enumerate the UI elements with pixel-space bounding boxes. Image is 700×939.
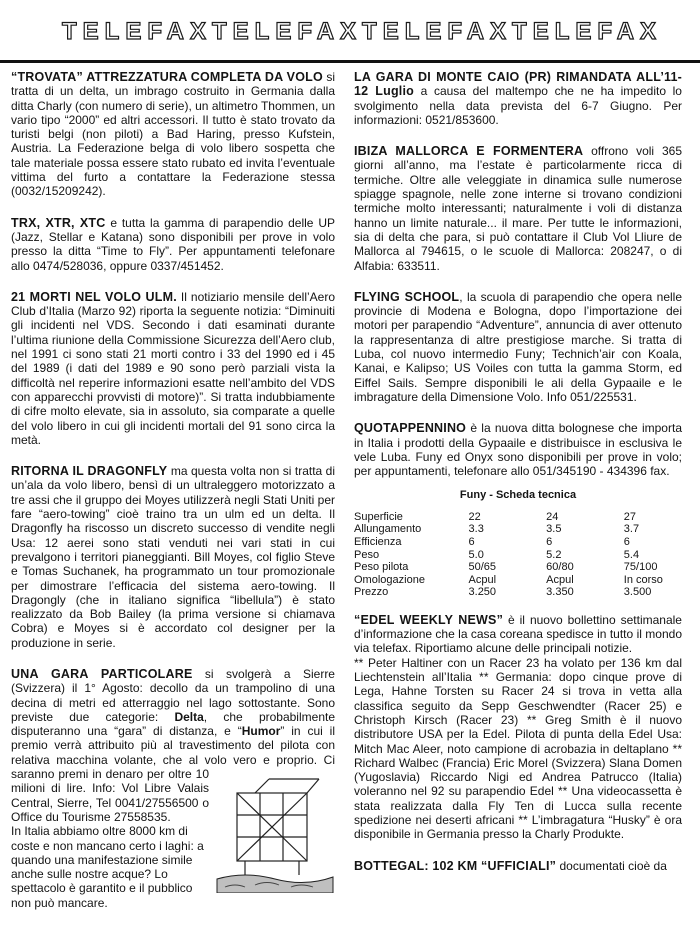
- table-cell: 6: [468, 535, 475, 548]
- table-cell: 3.500: [623, 586, 652, 599]
- article-body: si svolgerà a Sierre (Svizzera) il 1° Agosto: decollo da un trampolino di una decina di metri ed atterraggio nel lago sottostante. Sono previste due categorie:: [11, 666, 335, 724]
- article-body: a causa del maltempo che ne ha impedito lo svolgimento nella data prevista del 6-7 Giugno. Per informazioni: 0521/853600.: [354, 84, 682, 127]
- article-heading: RITORNA IL DRAGONFLY: [11, 464, 168, 479]
- article-body: Il notiziario mensile dell’Aero Club d’Italia (Marzo 92) riporta la seguente notizia: “Diminuiti gli incidenti nel VDS. Secondo i dati esaminati durante l’ultima riunione della Commissione Sicurezza dell’Aero club, nel 1991 ci sono stati 21 morti contro i 33 del 1990 ed i 45 del 1989 (i dati del 1989 e 90 sono però parziali vista la difficoltà nel reperire informazioni esatte nell’ambito del VDS con apparecchi provvisti di motore)”. Si tratta indubbiamente di cifre molto elevate, sia in assoluto, sia comparate a quelle del volo libero in cui gli incidenti mortali del 91 sono circa la metà.: [11, 289, 335, 447]
- article-heading: BOTTEGAL: 102 KM “UFFICIALI”: [354, 858, 557, 873]
- article-body: si tratta di un delta, un imbrago costruito in Germania dalla ditta Charly (con numero di serie), un altimetro Thommen, un vario tipo “2000” ed altri accessori. Il tutto è stato trovato da turisti belgi (non piloti) a Bad Haring, presso Kufstein, Austria. La Federazione belga di volo libero sospetta che tale materiale possa essere stato rubato ed invita l’eventuale vittima del furto a contattare la Federazione stessa (0032/15209242).: [11, 70, 336, 199]
- article-body-news: ** Peter Haltiner con un Racer 23 ha volato per 136 km dal Liechtenstein all’Italia ** Germania: dopo cinque prove di Lega, Hahne Torsten su Racer 24 si trova in vetta alla classifica seguito da Sepp Geschwendter (Racer 25) e Christoph Kirsch (Racer 23) ** Greg Smith è il nuovo distributore USA per la Edel. Pilota di punta della Edel Usa: Mitch Mac Aleer, noto campione di acrobazia in deltaplano ** Richard Walbec (Francia) Eric Morel (Svizzera) Slana Domen (Yugoslavia) Riccardo Nigi ed Andrea Patrucco (Italia) voleranno nel 92 su parapendio Edel ** Una videocassetta è stata realizzata dalla Fly Ten di Lucca sulla recente spedizione nei deserti africani ** L’imbragatura “Husky” è ora disponibile in Germania presso la Charly Produkte.: [354, 655, 682, 842]
- table-cell: 75/100: [623, 561, 658, 574]
- table-cell: 5.2: [546, 548, 562, 561]
- table-cell: Efficienza: [354, 535, 402, 548]
- article-body: , la scuola di parapendio che opera nelle provincie di Modena e Bologna, dopo l’importazione dei motori per parapendio “Adventure”, annuncia di aver ottenuto la rappresentanza di altre prestigiose marche. Si tratta di Luba, col nuovo intermedio Funy; Technich’air con Koala, Kanai, e Kalipso; US Voiles con tutta la gamma Storm, ed Eiffel Sails. Sempre disponibili le ali della Gypaaile e le imbragature della Dimensione Volo. Info 051/225531.: [354, 289, 682, 404]
- table-cell: 50/65: [468, 561, 497, 574]
- table-cell: 5.4: [623, 548, 640, 561]
- header-word: TELEFAX: [212, 18, 363, 45]
- table-title: Funy - Scheda tecnica: [459, 489, 577, 502]
- table-cell: 24: [546, 510, 559, 523]
- article-21-morti: [11, 290, 335, 447]
- header-word: TELEFAX: [512, 18, 663, 45]
- article-heading: “EDEL WEEKLY NEWS”: [354, 612, 504, 627]
- article-body-italy: In Italia abbiamo oltre 8000 km di coste e non mancano certo i laghi: a quando una manifestazione simile anche sulle nostre acque? Lo spettacolo è garantito e il pubblico non può mancare.: [11, 824, 204, 910]
- table-cell: In corso: [623, 573, 663, 586]
- article-body: è la nuova ditta bolognese che importa in Italia i prodotti della Gypaaile e distribuisce in esclusiva le vele Luba. Funy ed Onyx sono disponibili per prove in volo; per appuntamenti, telefonare allo 051/345190 - 434396 fax.: [354, 421, 682, 479]
- table-cell: 6: [623, 535, 630, 548]
- table-cell: Acpul: [468, 573, 497, 586]
- table-cell: 27: [623, 510, 637, 523]
- article-edel-news: [354, 613, 682, 842]
- table-cell: Acpul: [546, 573, 574, 586]
- article-heading: LA GARA DI MONTE CAIO (PR) RIMANDATA ALL’11-12 Luglio: [354, 70, 682, 99]
- table-row: [354, 536, 682, 549]
- table-cell: 22: [468, 510, 481, 523]
- table-cell: 5.0: [468, 548, 484, 561]
- article-flying-school: [354, 290, 682, 404]
- article-ibiza: [354, 144, 682, 273]
- table-cell: Prezzo: [354, 586, 389, 599]
- table-row: [354, 561, 682, 574]
- article-body: e tutta la gamma di parapendio delle UP (Jazz, Stellar e Katana) sono disponibili per prove in volo presso la ditta “Time to Fly”. Per appuntamenti telefonare allo 0474/528036, oppure 0337/451452.: [11, 215, 335, 273]
- table-cell: Peso pilota: [354, 561, 409, 574]
- header-word: TELEFAX: [362, 18, 513, 45]
- category-delta: Delta: [174, 709, 204, 724]
- article-body: ma questa volta non si tratta di un’ala da volo libero, bensì di un ultraleggero motorizzato a tre assi che il gruppo dei Moyes utilizzerà negli Stati Uniti per fare “aero-towing” cioè traino tra un ulm ed un delta. Il Dragonfly ha riscosso un discreto successo di vendite negli Usa: 12 aerei sono stati venduti nei vari stati in cui prevalgono i territori pianeggianti. Bill Moyes, col figlio Steve e Tomas Suchanek, ha programmato un tour promozionale per dimostrare l’efficacia del sistema aero-towing. Il Dragongly (che in italiano significa “libellula”) è stato realizzato da Bob Bailey (la prima versione si chiamava Cobra) e Moyes si è accordato col designer per la produzione in serie.: [11, 464, 336, 650]
- table-row: [354, 574, 682, 587]
- article-body: ” in cui il premio verrà attribuito più al travestimento del pilota con relativa macchina volante, che al volo vero e proprio. Ci saranno premi in denaro per oltre 10 milioni di lire. Info: Vol Libre Valais Central, Sierre, Tel 0041/27556500 o Office du Tourisme 27558535.: [11, 724, 335, 824]
- article-heading: TRX, XTR, XTC: [11, 215, 106, 230]
- table-cell: 3.350: [546, 586, 574, 599]
- diving-tower-illustration: [215, 775, 335, 893]
- table-cell: 3.7: [623, 523, 640, 536]
- article-trovata: [11, 70, 335, 199]
- table-cell: 3.5: [546, 523, 562, 536]
- table-cell: 6: [546, 535, 553, 548]
- table-row: [354, 523, 682, 536]
- table-cell: Superficie: [354, 510, 403, 523]
- article-monte-caio: [354, 70, 682, 127]
- table-cell: Omologazione: [354, 573, 425, 586]
- article-heading: “TROVATA” ATTREZZATURA COMPLETA DA VOLO: [11, 70, 323, 84]
- table-row: [354, 549, 682, 562]
- table-row: [354, 511, 682, 524]
- article-heading: IBIZA MALLORCA E FORMENTERA: [354, 144, 584, 159]
- header-word: TELEFAX: [62, 18, 213, 45]
- table-cell: Allungamento: [354, 523, 422, 536]
- telefax-header: [0, 0, 700, 60]
- table-cell: 60/80: [546, 561, 574, 574]
- article-body: , che probabilmente disputeranno una “gara” di distanza, e “: [11, 709, 335, 739]
- article-heading: UNA GARA PARTICOLARE: [11, 666, 193, 681]
- table-cell: 3.3: [468, 523, 484, 536]
- article-quotappennino: [354, 421, 682, 478]
- category-humor: Humor: [241, 724, 281, 739]
- article-body: offrono voli 365 giorni all’anno, ma l’estate è particolarmente ricca di termiche. Oltre alle veleggiate in dinamica sulle numerose spiagge spagnole, nelle zone interne si trovano condizioni termiche molto interessanti; naturalmente i voli di distanza hanno un limite naturale... il mare. Per tutte le informazioni, sia di delta che para, si può contattare il Club Vol Lliure de Mallorca al 794615, o le scuole di Mallorca: 208247, o di Alfabia: 633511.: [354, 144, 683, 273]
- image-float: [215, 775, 335, 893]
- table-cell: Peso: [354, 548, 380, 561]
- article-trx: [11, 216, 335, 273]
- article-bottegal: [354, 859, 682, 873]
- article-heading: QUOTAPPENNINO: [354, 421, 467, 436]
- right-column: [354, 70, 682, 890]
- article-heading: 21 MORTI NEL VOLO ULM.: [11, 289, 177, 304]
- article-gara-particolare: [11, 667, 335, 910]
- header-rule: [0, 60, 700, 63]
- article-body: è il nuovo bollettino settimanale d’informazione che la casa coreana spedisce in tutto il mondo via telefax. Riportiamo alcune delle principali notizie.: [354, 612, 682, 656]
- left-column: [11, 70, 335, 927]
- table-row: [354, 586, 682, 599]
- table-cell: 3.250: [468, 586, 497, 599]
- article-body: documentati cioè da: [556, 858, 667, 873]
- article-heading: FLYING SCHOOL: [354, 289, 460, 304]
- funy-spec-table: [354, 488, 682, 598]
- article-dragonfly: [11, 464, 335, 650]
